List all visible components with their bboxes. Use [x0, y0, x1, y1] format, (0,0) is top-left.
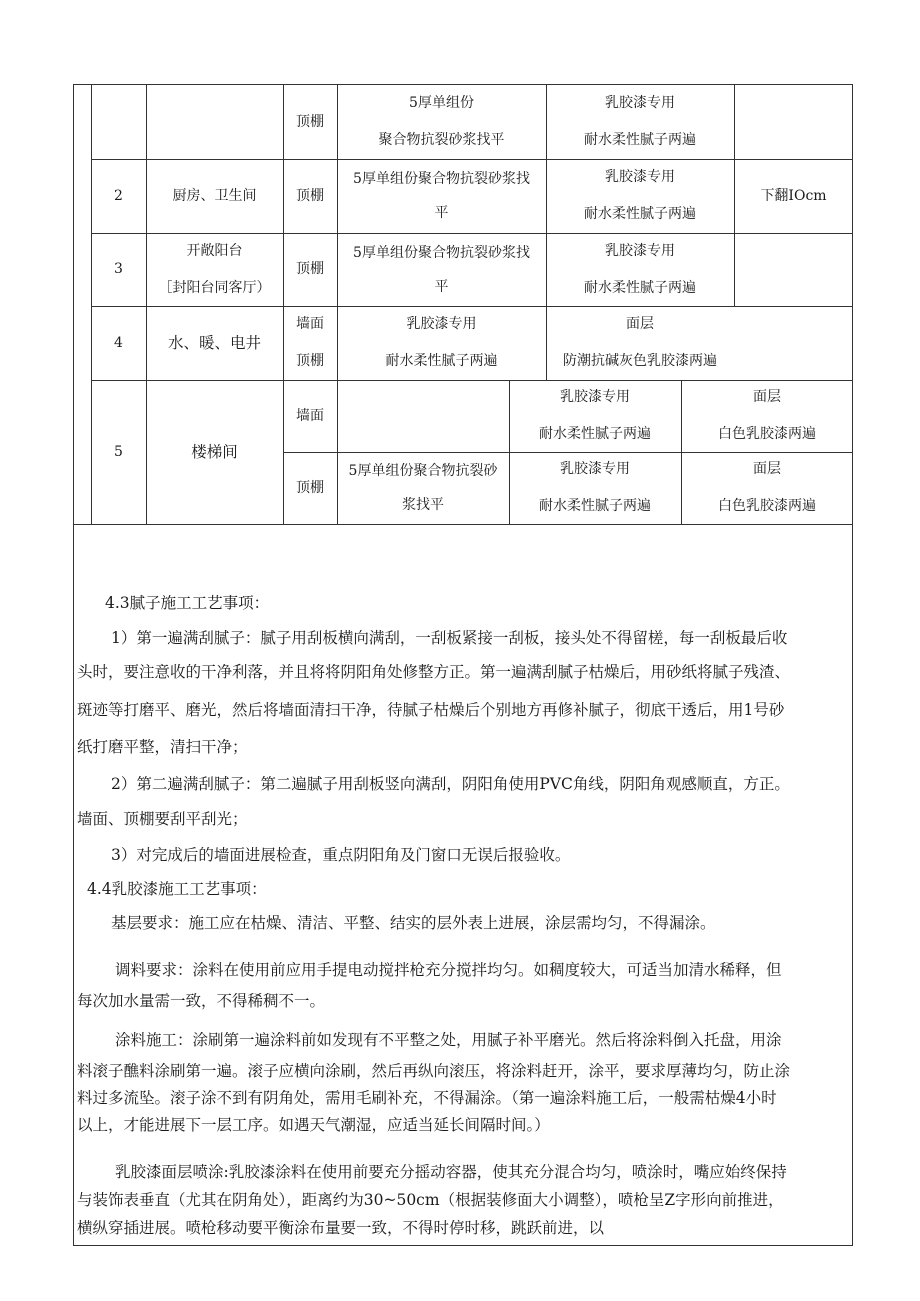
room-cell [146, 159, 283, 233]
cell-text: 下翻IOcm [760, 187, 827, 204]
paragraph-line: 基层要求：施工应在枯燥、清洁、平整、结实的层外表上进展，涂层需均匀，不得漏涂。 [111, 914, 716, 932]
base-layer-cell [337, 159, 546, 233]
cell-line: 耐水柔性腻子两遍 [539, 426, 651, 442]
cell-line: 耐水柔性腻子两遍 [539, 498, 651, 514]
room-cell [146, 306, 283, 380]
cell-text: 顶棚 [296, 187, 324, 204]
finish-cell [546, 306, 734, 380]
cell-line: ［封阳台同客厅） [158, 279, 271, 296]
paragraph-line: 调料要求：涂料在使用前应用手提电动搅拌枪充分搅拌均匀。如稠度较大，可适当加清水稀释，但 [115, 961, 782, 979]
cell-line: 浆找平 [402, 497, 444, 513]
putty-cell [546, 233, 734, 306]
putty-cell [546, 85, 734, 159]
cell-text: 3 [114, 261, 123, 277]
cell-line: 防潮抗碱灰色乳胶漆两遍 [563, 353, 717, 369]
base-layer-cell [337, 380, 509, 452]
paragraph-line: 2）第二遍满刮腻子：第二遍腻子用刮板竖向满刮，阴阳角使用PVC角线，阴阳角观感顺直，方正。 [111, 775, 790, 793]
paragraph-line: 1）第一遍满刮腻子：腻子用刮板横向满刮，一刮板紧接一刮板，接头处不得留槎，每一刮板最后收 [111, 629, 788, 647]
paragraph-line: 涂料施工：涂刷第一遍涂料前如发现有不平整之处，用腻子补平磨光。然后将涂料倒入托盘，用涂 [115, 1031, 782, 1049]
part-cell [283, 306, 337, 380]
row-number [91, 233, 146, 306]
paragraph-line: 斑迹等打磨平、磨光，然后将墙面清扫干净，待腻子枯燥后个别地方再修补腻子，彻底干透后，用1号砂 [77, 701, 785, 719]
base-layer-cell [337, 233, 546, 306]
cell-line: 面层 [753, 461, 781, 477]
putty-cell [509, 452, 681, 524]
part-cell [283, 233, 337, 306]
part-cell [283, 85, 337, 159]
finish-cell [681, 380, 853, 452]
cell-line: 聚合物抗裂砂浆找平 [378, 132, 505, 148]
cell-line: 白色乳胶漆两遍 [718, 426, 816, 442]
cell-line: 乳胶漆专用 [406, 316, 477, 332]
finish-cell [681, 452, 853, 524]
cell-line: 平 [434, 278, 449, 295]
cell-line: 顶棚 [296, 353, 324, 369]
cell-line: 耐水柔性腻子两遍 [584, 279, 696, 296]
cell-text: 顶棚 [296, 479, 324, 496]
note-cell [734, 159, 853, 233]
cell-line: 5厚单组份聚合物抗裂砂浆找 [353, 244, 530, 261]
cell-line: 5厚单组份聚合物抗裂砂浆找 [353, 171, 530, 187]
room-cell [146, 233, 283, 306]
cell-line: 面层 [626, 316, 654, 332]
paragraph-line: 每次加水量需一致，不得稀稠不一。 [77, 992, 326, 1010]
cell-line: 平 [434, 205, 449, 221]
cell-line: 墙面 [296, 316, 324, 332]
paragraph-line: 与装饰表垂直（尤其在阴角处），距离约为30~50cm（根据装修面大小调整），喷枪呈Z字形向前推进， [77, 1191, 784, 1209]
cell-line: 面层 [753, 389, 781, 405]
part-cell [283, 452, 337, 524]
base-layer-cell [337, 85, 546, 159]
part-cell [283, 380, 337, 452]
cell-line: 5厚单组份 [409, 95, 474, 111]
paragraph-line: 纸打磨平整，清扫干净； [77, 738, 248, 756]
cell-text: 5 [114, 443, 123, 460]
cell-line: 耐水柔性腻子两遍 [385, 353, 498, 369]
paragraph-line: 横纵穿插进展。喷枪移动要平衡涂布量要一致，不得时停时移，跳跃前进，以 [77, 1219, 605, 1237]
cell-line: 乳胶漆专用 [605, 169, 675, 185]
cell-text: 厨房、卫生间 [172, 187, 257, 204]
paragraph-line: 以上，才能进展下一层工序。如遇天气潮湿，应适当延长间隔时间。） [77, 1116, 550, 1134]
room-cell [146, 380, 283, 524]
row-number [91, 380, 146, 524]
paragraph-line: 头时，要注意收的干净利落，并且将将阴阳角处修整方正。第一遍满刮腻子枯燥后，用砂纸将腻子残渣、 [77, 663, 791, 681]
cell-line: 白色乳胶漆两遍 [718, 498, 816, 514]
row-number [91, 306, 146, 380]
part-text: 顶棚 [296, 113, 324, 130]
paragraph-line: 3）对完成后的墙面进展检查，重点阴阳角及门窗口无误后报验收。 [111, 846, 571, 864]
putty-cell [509, 380, 681, 452]
row-number [91, 159, 146, 233]
cell-text: 楼梯间 [191, 442, 238, 461]
section-heading-4-4: 4.4乳胶漆施工工艺事项： [87, 880, 267, 898]
cell-line: 耐水柔性腻子两遍 [584, 132, 696, 148]
putty-cell [337, 306, 546, 380]
section-heading-4-3: 4.3腻子施工工艺事项： [105, 594, 270, 612]
cell-line: 乳胶漆专用 [605, 242, 675, 259]
cell-line: 乳胶漆专用 [560, 461, 630, 477]
paragraph-line: 乳胶漆面层喷涂:乳胶漆涂料在使用前要充分摇动容器，使其充分混合均匀，喷涂时，嘴应始终保持 [115, 1163, 787, 1181]
base-layer-cell [337, 452, 509, 524]
cell-line: 乳胶漆专用 [560, 389, 630, 405]
cell-line: 耐水柔性腻子两遍 [584, 206, 696, 222]
paragraph-line: 墙面、顶棚要刮平刮光； [77, 810, 248, 828]
cell-text: 4 [114, 334, 123, 351]
paragraph-line: 料滚子醮料涂刷第一遍。滚子应横向涂刷，然后再纵向滚压，将涂料赶开，涂平，要求厚薄均匀，防止涂 [77, 1062, 791, 1080]
part-cell [283, 159, 337, 233]
cell-line: 乳胶漆专用 [605, 95, 675, 111]
cell-text: 2 [114, 187, 123, 204]
cell-text: 顶棚 [296, 261, 324, 277]
cell-text: 水、暖、电井 [167, 333, 261, 352]
cell-line: 5厚单组份聚合物抗裂砂 [348, 463, 498, 479]
paragraph-line: 料过多流坠。滚子涂不到有阴角处，需用毛刷补充，不得漏涂。（第一遍涂料施工后，一般需枯燥4小时 [77, 1089, 777, 1107]
putty-cell [546, 159, 734, 233]
cell-text: 墙面 [296, 407, 324, 424]
cell-line: 开敞阳台 [186, 242, 243, 259]
